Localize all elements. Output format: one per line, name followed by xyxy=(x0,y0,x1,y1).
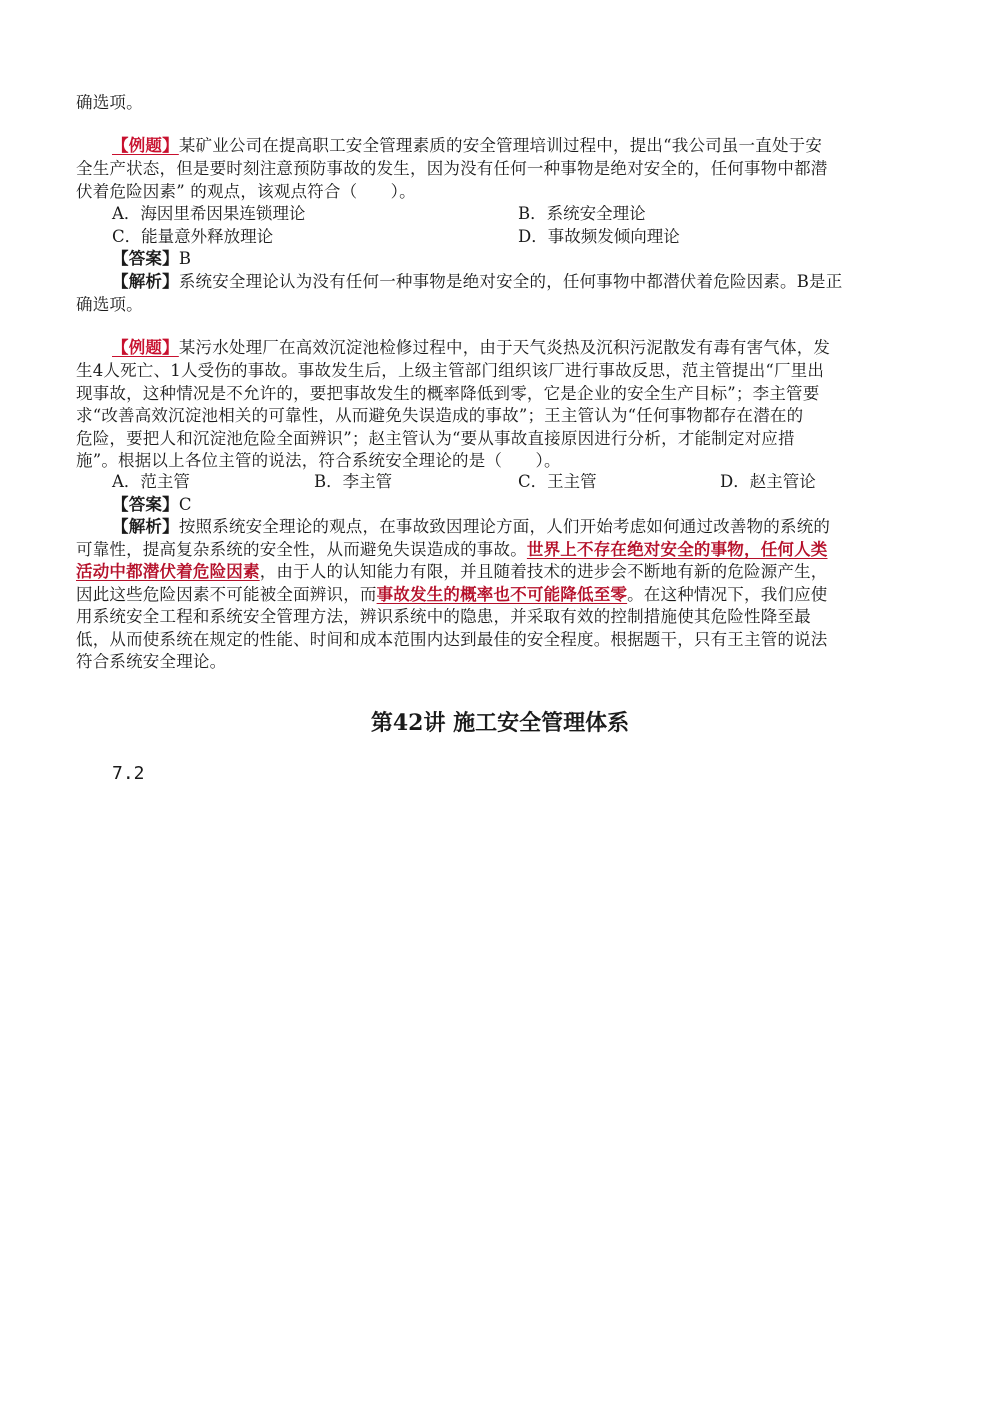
analysis-tag: 【解析】 xyxy=(112,517,179,536)
example-tag: 【例题】 xyxy=(112,338,179,357)
section-title: 第42讲 施工安全管理体系 xyxy=(370,710,630,736)
paragraph-tail: 确选项。 xyxy=(76,93,143,112)
answer-value: B xyxy=(178,249,192,268)
q1-stem-line xyxy=(112,135,822,157)
answer-tag: 【答案】 xyxy=(112,249,179,268)
q1-stem-text: 某矿业公司在提高职工安全管理素质的安全管理培训过程中，提出“我公司虽一直处于安 xyxy=(178,136,823,155)
q2-analysis-text: 。在这种情况下，我们应使 xyxy=(627,585,828,604)
answer-value: C xyxy=(178,495,192,514)
q2-analysis-line: 低，从而使系统在规定的性能、时间和成本范围内达到最佳的安全程度。根据题干，只有王主管的说法 xyxy=(76,630,828,649)
q1-option-d: D．事故频发倾向理论 xyxy=(518,227,680,246)
q2-analysis-line xyxy=(112,516,830,538)
q2-stem-line: 施”。根据以上各位主管的说法，符合系统安全理论的是（ ）。 xyxy=(76,451,561,470)
q1-option-b: B．系统安全理论 xyxy=(518,204,646,223)
q2-analysis-text: ，由于人的认知能力有限，并且随着技术的进步会不断地有新的危险源产生， xyxy=(259,562,828,581)
q1-analysis-text: 系统安全理论认为没有任何一种事物是绝对安全的，任何事物中都潜伏着危险因素。B是正 xyxy=(178,272,843,291)
q2-stem-line: 求“改善高效沉淀池相关的可靠性，从而避免失误造成的事故”；王主管认为“任何事物都存在潜在的 xyxy=(76,406,804,425)
q2-analysis-text: 因此这些危险因素不可能被全面辨识，而 xyxy=(76,585,377,604)
q2-option-a: A．范主管 xyxy=(112,472,190,491)
q1-stem-line: 伏着危险因素” 的观点，该观点符合（ ）。 xyxy=(76,182,416,201)
analysis-tag: 【解析】 xyxy=(112,272,179,291)
q2-stem-line: 现事故，这种情况是不允许的，要把事故发生的概率降低到零，它是企业的安全生产目标”；李主管要 xyxy=(76,384,820,403)
q2-analysis-text: 按照系统安全理论的观点，在事故致因理论方面，人们开始考虑如何通过改善物的系统的 xyxy=(178,517,831,536)
q1-stem-line: 全生产状态，但是要时刻注意预防事故的发生，因为没有任何一种事物是绝对安全的，任何事物中都潜 xyxy=(76,159,828,178)
q2-answer xyxy=(112,494,192,516)
q1-option-a: A．海因里希因果连锁理论 xyxy=(112,204,306,223)
q2-analysis-line xyxy=(76,561,828,583)
q2-analysis-line xyxy=(76,539,828,561)
q2-stem-line xyxy=(112,337,830,359)
example-tag: 【例题】 xyxy=(112,136,179,155)
q2-analysis-line xyxy=(76,584,828,606)
highlight-text: 世界上不存在绝对安全的事物，任何人类 xyxy=(526,540,828,559)
q2-option-b: B．李主管 xyxy=(314,472,393,491)
section-number: 7.2 xyxy=(112,763,145,784)
q1-analysis-line xyxy=(112,271,842,293)
answer-tag: 【答案】 xyxy=(112,495,179,514)
q1-analysis-line: 确选项。 xyxy=(76,295,143,314)
q2-option-d: D．赵主管论 xyxy=(720,472,816,491)
highlight-text: 事故发生的概率也不可能降低至零 xyxy=(376,585,628,604)
q2-option-c: C．王主管 xyxy=(518,472,597,491)
q1-option-c: C．能量意外释放理论 xyxy=(112,227,274,246)
q2-analysis-line: 符合系统安全理论。 xyxy=(76,652,227,671)
q2-analysis-text: 可靠性，提高复杂系统的安全性，从而避免失误造成的事故。 xyxy=(76,540,527,559)
q2-stem-line: 危险，要把人和沉淀池危险全面辨识”；赵主管认为“要从事故直接原因进行分析，才能制定对应措 xyxy=(76,429,795,448)
q2-analysis-line: 用系统安全工程和系统安全管理方法，辨识系统中的隐患，并采取有效的控制措施使其危险性降至最 xyxy=(76,607,811,626)
q2-stem-text: 某污水处理厂在高效沉淀池检修过程中，由于天气炎热及沉积污泥散发有毒有害气体，发 xyxy=(178,338,831,357)
highlight-text: 活动中都潜伏着危险因素 xyxy=(76,562,260,581)
q2-stem-line: 生4人死亡、1人受伤的事故。事故发生后，上级主管部门组织该厂进行事故反思，范主管提出“厂里出 xyxy=(76,361,825,380)
q1-answer xyxy=(112,248,191,270)
